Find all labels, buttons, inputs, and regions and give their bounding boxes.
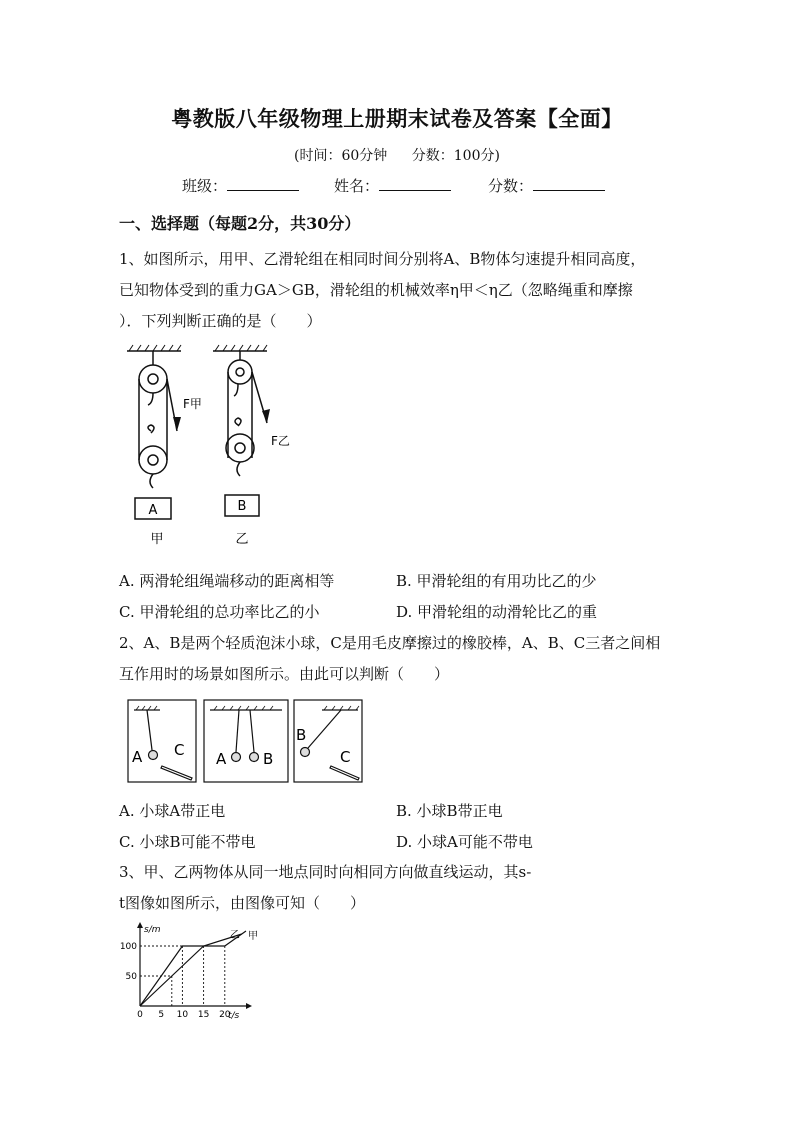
x-tick-label: 20 xyxy=(219,1010,231,1020)
q1-option-c[interactable]: C. 甲滑轮组的总功率比乙的小 xyxy=(119,603,320,621)
p1-rod-label: C xyxy=(174,741,185,759)
p2-ball2-label: B xyxy=(263,750,274,768)
name-field[interactable] xyxy=(334,175,451,196)
x-tick-label: 0 xyxy=(137,1010,143,1020)
q2-option-a[interactable]: A. 小球A带正电 xyxy=(119,802,226,820)
page-title: 粤教版八年级物理上册期末试卷及答案【全面】 xyxy=(171,106,623,131)
q1-option-a[interactable]: A. 两滑轮组绳端移动的距离相等 xyxy=(119,572,335,590)
weight-a-label: A xyxy=(148,503,158,518)
y-tick-label: 50 xyxy=(125,972,137,982)
q1-option-b[interactable]: B. 甲滑轮组的有用功比乙的少 xyxy=(396,572,597,590)
x-axis-label: t/s xyxy=(228,1011,240,1021)
class-field[interactable] xyxy=(182,175,299,196)
x-tick-label: 15 xyxy=(197,1010,210,1020)
force-jia-label: F甲 xyxy=(183,397,202,411)
exam-meta xyxy=(0,145,794,165)
series-label: 甲 xyxy=(248,931,258,942)
q2-option-d[interactable]: D. 小球A可能不带电 xyxy=(396,833,533,851)
p2-ball1-label: A xyxy=(216,750,227,768)
caption-jia: 甲 xyxy=(150,532,164,547)
score-field[interactable] xyxy=(488,175,605,196)
weight-b-label: B xyxy=(237,499,247,514)
caption-yi: 乙 xyxy=(235,532,249,547)
series-label: 乙 xyxy=(229,930,240,941)
name-blank[interactable] xyxy=(379,176,451,191)
q1-option-d[interactable]: D. 甲滑轮组的动滑轮比乙的重 xyxy=(396,603,598,621)
x-tick-label: 5 xyxy=(158,1010,165,1020)
score-label: 分数： xyxy=(488,177,534,195)
class-blank[interactable] xyxy=(227,176,299,191)
class-label: 班级： xyxy=(182,177,228,195)
q3-line1: 3、甲、乙两物体从同一地点同时向相同方向做直线运动，其s- xyxy=(119,863,532,881)
q1-line2: 已知物体受到的重力GA＞GB，滑轮组的机械效率η甲＜η乙（忽略绳重和摩擦 xyxy=(119,281,633,299)
q2-line1: 2、A、B是两个轻质泡沫小球，C是用毛皮摩擦过的橡胶棒，A、B、C三者之间相 xyxy=(119,634,661,652)
st-graph xyxy=(118,922,258,1022)
y-tick-label: 100 xyxy=(119,942,137,952)
p1-ball-label: A xyxy=(132,748,143,766)
y-axis-label: s/m xyxy=(144,925,161,935)
p3-ball-label: B xyxy=(296,726,307,744)
force-yi-label: F乙 xyxy=(271,434,290,448)
section-heading: 一、选择题（每题2分，共30分） xyxy=(119,214,361,233)
q3-line2: t图像如图所示，由图像可知（ ） xyxy=(119,894,366,912)
q2-line2: 互作用时的场景如图所示。由此可以判断（ ） xyxy=(119,665,450,683)
series-line-1 xyxy=(140,931,246,1006)
q2-option-b[interactable]: B. 小球B带正电 xyxy=(396,802,503,820)
pulley-figure xyxy=(115,343,315,553)
score-blank[interactable] xyxy=(533,176,605,191)
name-label: 姓名： xyxy=(334,177,380,195)
time-limit: (时间：60分钟 xyxy=(294,148,388,164)
p3-rod-label: C xyxy=(340,748,351,766)
q1-line1: 1、如图所示，用甲、乙滑轮组在相同时间分别将A、B物体匀速提升相同高度， xyxy=(119,250,646,268)
total-score: 分数：100分) xyxy=(411,148,500,164)
charges-figure xyxy=(126,698,366,786)
q2-option-c[interactable]: C. 小球B可能不带电 xyxy=(119,833,256,851)
x-tick-label: 10 xyxy=(176,1010,189,1020)
q1-line3: ）．下列判断正确的是（ ） xyxy=(119,312,322,330)
